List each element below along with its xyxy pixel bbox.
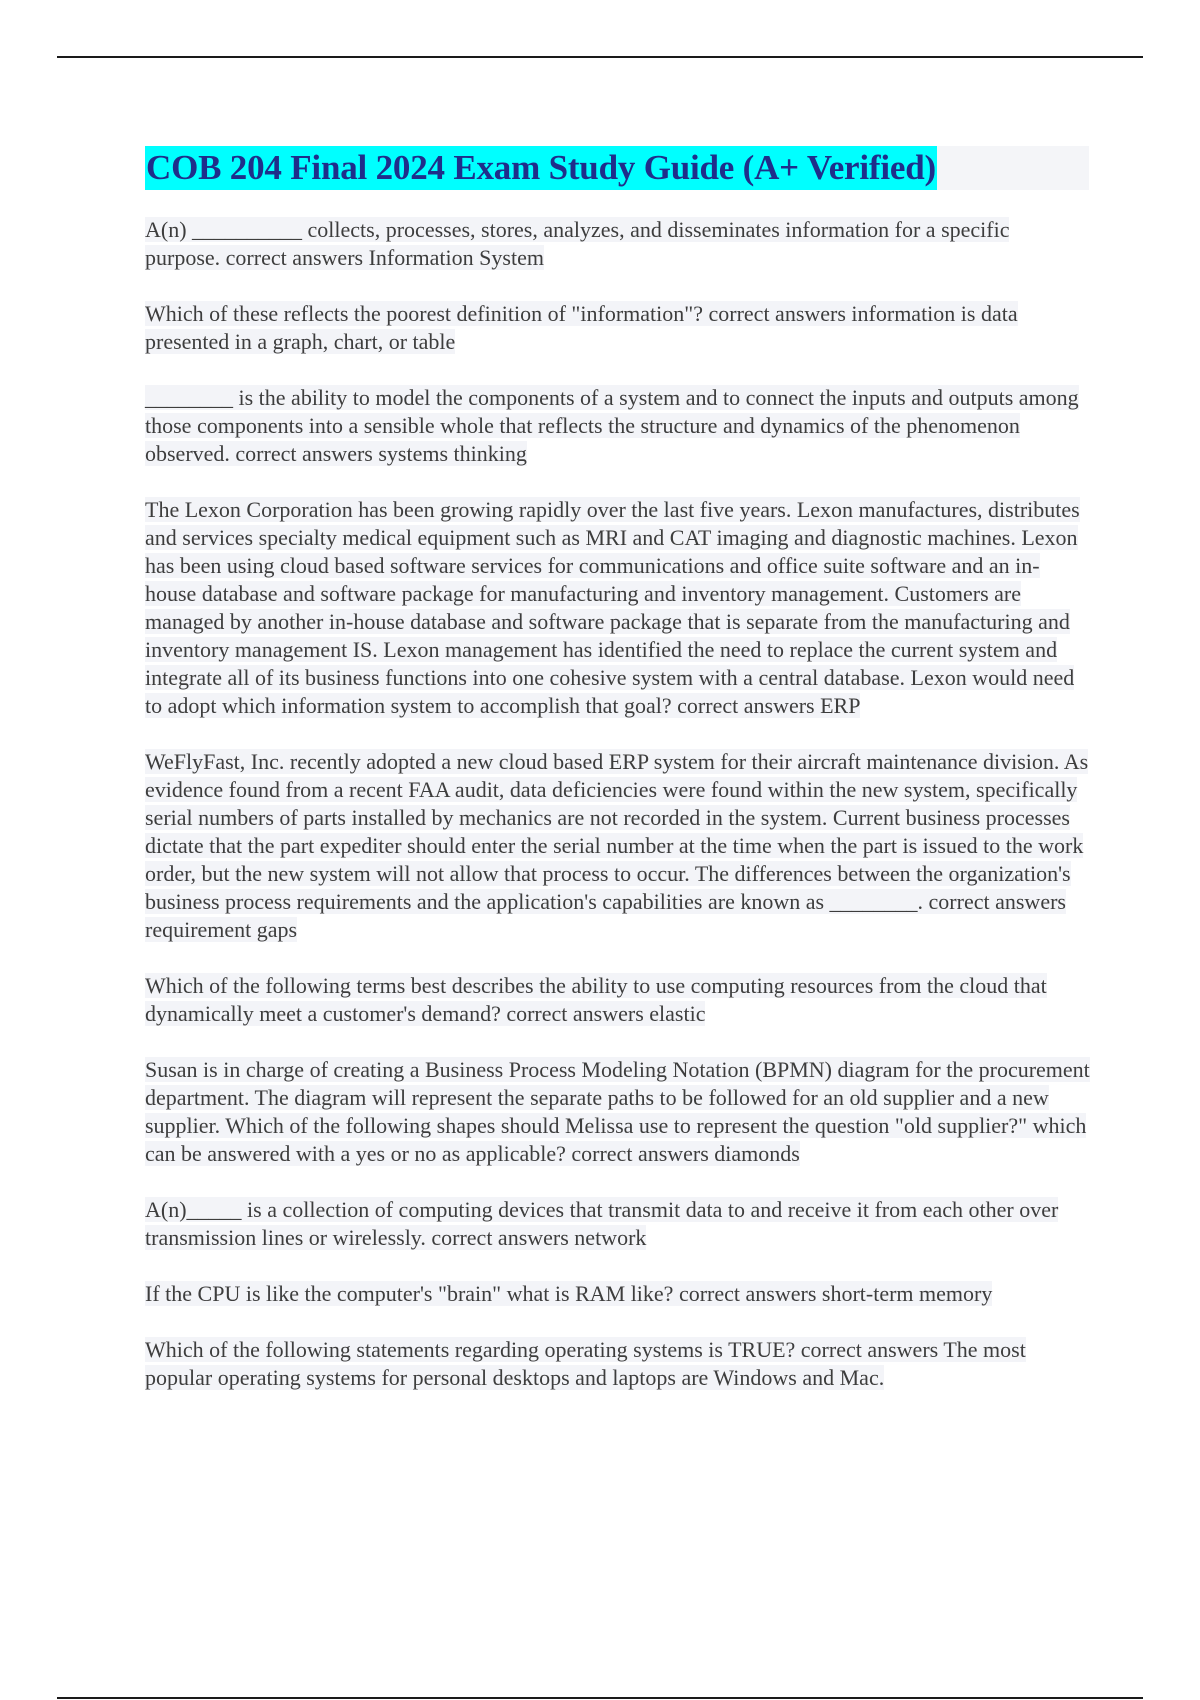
qa-text: A(n)_____ is a collection of computing devices that transmit data to and receive it from each other over transmission lines or wirelessly. correct answers network: [145, 1197, 1059, 1250]
title-bar: [145, 146, 1089, 190]
bottom-rule: [57, 1697, 1143, 1699]
qa-item: [145, 972, 1090, 1028]
qa-text: Which of the following terms best describes the ability to use computing resources from the cloud that dynamically meet a customer's demand? correct answers elastic: [145, 973, 1047, 1026]
document-body: [145, 146, 1090, 1420]
page-title: COB 204 Final 2024 Exam Study Guide (A+ Verified): [145, 146, 937, 190]
qa-text: WeFlyFast, Inc. recently adopted a new cloud based ERP system for their aircraft maintenance division. As evidence found from a recent FAA audit, data deficiencies were found within the new system, specifically serial numbers of parts installed by mechanics are not recorded in the system. Current business processes dictate that the part expediter should enter the serial number at the time when the part is issued to the work order, but the new system will not allow that process to occur. The differences between the organization's business process requirements and the application's capabilities are known as ________. correct answers requirement gaps: [145, 749, 1089, 942]
qa-item: [145, 216, 1090, 272]
top-rule: [57, 56, 1143, 58]
qa-text: Which of the following statements regarding operating systems is TRUE? correct answers The most popular operating systems for personal desktops and laptops are Windows and Mac.: [145, 1337, 1026, 1390]
qa-item: [145, 748, 1090, 944]
qa-text: If the CPU is like the computer's "brain" what is RAM like? correct answers short-term memory: [145, 1281, 993, 1306]
qa-item: [145, 1280, 1090, 1308]
qa-item: [145, 1196, 1090, 1252]
qa-text: Which of these reflects the poorest definition of "information"? correct answers information is data presented in a graph, chart, or table: [145, 301, 1018, 354]
qa-item: [145, 496, 1090, 720]
qa-item: [145, 384, 1090, 468]
qa-item: [145, 1336, 1090, 1392]
qa-item: [145, 300, 1090, 356]
qa-text: The Lexon Corporation has been growing rapidly over the last five years. Lexon manufactures, distributes and services specialty medical equipment such as MRI and CAT imaging and diagnostic machines. Lexon has been using cloud based software services for communications and office suite software and an in-house database and software package for manufacturing and inventory management. Customers are managed by another in-house database and software package that is separate from the manufacturing and inventory management IS. Lexon management has identified the need to replace the current system and integrate all of its business functions into one cohesive system with a central database. Lexon would need to adopt which information system to accomplish that goal? correct answers ERP: [145, 497, 1080, 718]
qa-text: A(n) __________ collects, processes, stores, analyzes, and disseminates information for a specific purpose. correct answers Information System: [145, 217, 1010, 270]
qa-item: [145, 1056, 1090, 1168]
qa-text: Susan is in charge of creating a Business Process Modeling Notation (BPMN) diagram for the procurement department. The diagram will represent the separate paths to be followed for an old supplier and a new supplier. Which of the following shapes should Melissa use to represent the question "old supplier?" which can be answered with a yes or no as applicable? correct answers diamonds: [145, 1057, 1090, 1166]
qa-text: ________ is the ability to model the components of a system and to connect the inputs and outputs among those components into a sensible whole that reflects the structure and dynamics of the phenomenon observed. correct answers systems thinking: [145, 385, 1079, 466]
